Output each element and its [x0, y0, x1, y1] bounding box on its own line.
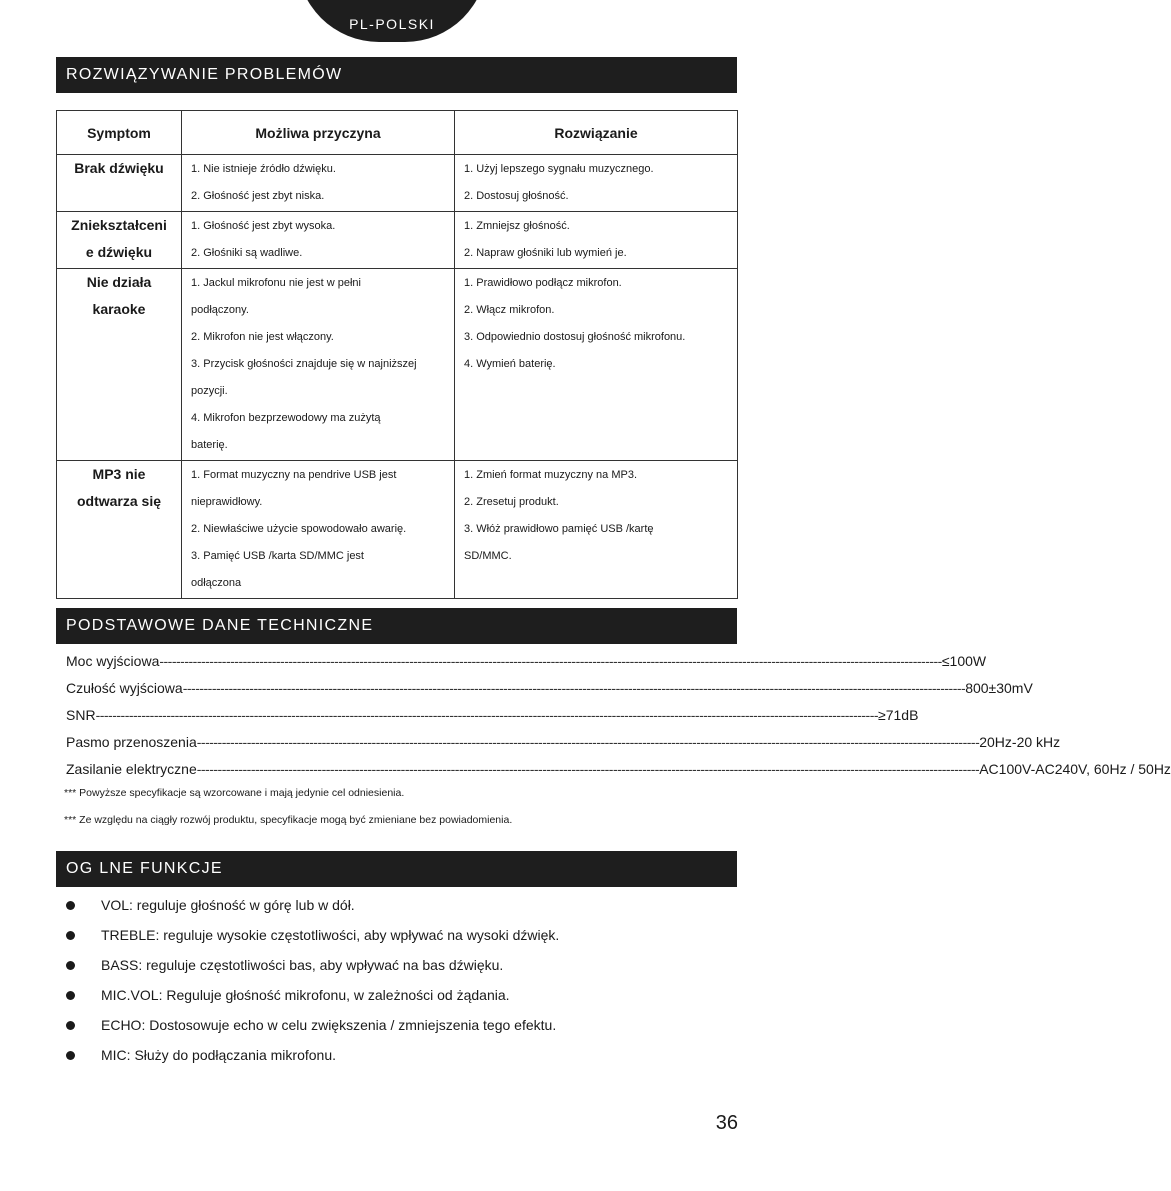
cause-line: 3. Pamięć USB /karta SD/MMC jest [191, 550, 364, 562]
list-item [66, 890, 726, 920]
spec-value: ≥71dB [878, 707, 919, 723]
cause-line: 2. Głośniki są wadliwe. [191, 247, 303, 259]
function-text: MIC: Służy do podłączania mikrofonu. [101, 1047, 336, 1063]
function-text: VOL: reguluje głośność w górę lub w dół. [101, 897, 355, 913]
spec-note: *** Ze względu na ciągły rozwój produktu, specyfikacje mogą być zmieniane bez powiadomienia. [64, 814, 513, 826]
list-item [66, 1010, 726, 1040]
spec-value: 20Hz-20 kHz [979, 734, 1061, 750]
spec-leader: -------------------------------------------------------------------------------------------------------------------------------------------------------------------------------------------- [95, 707, 879, 723]
solution-line: 2. Włącz mikrofon. [464, 304, 555, 316]
list-item [66, 1040, 726, 1070]
solution-cell [455, 212, 738, 269]
section-header-functions: OG LNE FUNKCJE [56, 851, 737, 887]
spec-row-power-supply [66, 756, 1171, 783]
table-row [57, 269, 738, 461]
section-header-specs: PODSTAWOWE DANE TECHNICZNE [56, 608, 737, 644]
spec-label: Moc wyjściowa [66, 653, 160, 669]
spec-row-snr [66, 702, 919, 729]
cause-line: baterię. [191, 439, 228, 451]
solution-line: 1. Prawidłowo podłącz mikrofon. [464, 277, 622, 289]
cause-line: odłączona [191, 577, 242, 589]
cause-line: 1. Głośność jest zbyt wysoka. [191, 220, 336, 232]
solution-line: 2. Dostosuj głośność. [464, 190, 569, 202]
solution-line: 3. Włóż prawidłowo pamięć USB /kartę [464, 523, 654, 535]
section-header-troubleshooting: ROZWIĄZYWANIE PROBLEMÓW [56, 57, 737, 93]
solution-line: SD/MMC. [464, 550, 512, 562]
spec-label: Pasmo przenoszenia [66, 734, 197, 750]
table-header-solution: Rozwiązanie [455, 111, 738, 155]
function-text: ECHO: Dostosowuje echo w celu zwiększenia / zmniejszenia tego efektu. [101, 1017, 557, 1033]
symptom-cell [57, 155, 182, 212]
list-item [66, 920, 726, 950]
symptom-text: odtwarza się [76, 493, 162, 509]
spec-label: SNR [66, 707, 96, 723]
symptom-cell [57, 461, 182, 599]
function-text: MIC.VOL: Reguluje głośność mikrofonu, w zależności od żądania. [101, 987, 510, 1003]
spec-row-output-power [66, 648, 987, 675]
cause-line: 1. Jackul mikrofonu nie jest w pełni [191, 277, 361, 289]
language-tab-label: PL-POLSKI [349, 16, 435, 32]
spec-value: ≤100W [941, 653, 987, 669]
spec-leader: -------------------------------------------------------------------------------------------------------------------------------------------------------------------------------------------- [196, 761, 980, 777]
solution-line: 2. Zresetuj produkt. [464, 496, 559, 508]
spec-leader: -------------------------------------------------------------------------------------------------------------------------------------------------------------------------------------------- [196, 734, 980, 750]
bullet-icon [66, 961, 75, 970]
spec-label: Zasilanie elektryczne [66, 761, 197, 777]
troubleshooting-table [56, 110, 738, 599]
table-row [57, 212, 738, 269]
bullet-icon [66, 991, 75, 1000]
table-row [57, 155, 738, 212]
table-header-row [57, 111, 738, 155]
language-tab [297, 0, 487, 42]
table-header-symptom: Symptom [57, 111, 182, 155]
solution-line: 4. Wymień baterię. [464, 358, 556, 370]
symptom-text: Brak dźwięku [74, 160, 164, 176]
spec-label: Czułość wyjściowa [66, 680, 183, 696]
function-text: TREBLE: reguluje wysokie częstotliwości, aby wpływać na wysoki dźwięk. [101, 927, 560, 943]
spec-value: AC100V-AC240V, 60Hz / 50Hz [979, 761, 1171, 777]
table-header-cause: Możliwa przyczyna [182, 111, 455, 155]
function-text: BASS: reguluje częstotliwości bas, aby wpływać na bas dźwięku. [101, 957, 504, 973]
table-row [57, 461, 738, 599]
spec-leader: -------------------------------------------------------------------------------------------------------------------------------------------------------------------------------------------- [182, 680, 966, 696]
cause-cell [182, 212, 455, 269]
cause-line: 1. Nie istnieje źródło dźwięku. [191, 163, 336, 175]
solution-line: 2. Napraw głośniki lub wymień je. [464, 247, 627, 259]
cause-line: 4. Mikrofon bezprzewodowy ma zużytą [191, 412, 381, 424]
cause-cell [182, 269, 455, 461]
spec-row-frequency-response [66, 729, 1061, 756]
spec-leader: -------------------------------------------------------------------------------------------------------------------------------------------------------------------------------------------- [159, 653, 942, 669]
cause-line: podłączony. [191, 304, 249, 316]
solution-line: 3. Odpowiednio dostosuj głośność mikrofonu. [464, 331, 686, 343]
solution-line: 1. Użyj lepszego sygnału muzycznego. [464, 163, 654, 175]
cause-line: pozycji. [191, 385, 228, 397]
specs-list [66, 648, 1171, 783]
cause-line: 2. Głośność jest zbyt niska. [191, 190, 325, 202]
bullet-icon [66, 931, 75, 940]
spec-value: 800±30mV [965, 680, 1033, 696]
symptom-cell [57, 269, 182, 461]
cause-cell [182, 155, 455, 212]
solution-cell [455, 155, 738, 212]
symptom-text: Zniekształceni [71, 217, 167, 233]
symptom-text: MP3 nie [92, 466, 146, 482]
cause-line: 2. Mikrofon nie jest włączony. [191, 331, 334, 343]
symptom-text: Nie działa [86, 274, 152, 290]
bullet-icon [66, 1051, 75, 1060]
solution-cell [455, 461, 738, 599]
symptom-text: e dźwięku [85, 244, 153, 260]
cause-line: 1. Format muzyczny na pendrive USB jest [191, 469, 397, 481]
list-item [66, 980, 726, 1010]
functions-list [66, 890, 726, 1070]
bullet-icon [66, 901, 75, 910]
spec-note: *** Powyższe specyfikacje są wzorcowane i mają jedynie cel odniesienia. [64, 787, 405, 799]
cause-line: 2. Niewłaściwe użycie spowodowało awarię. [191, 523, 407, 535]
symptom-text: karaoke [92, 301, 146, 317]
bullet-icon [66, 1021, 75, 1030]
solution-cell [455, 269, 738, 461]
spec-row-sensitivity [66, 675, 1033, 702]
cause-line: 3. Przycisk głośności znajduje się w najniższej [191, 358, 417, 370]
cause-cell [182, 461, 455, 599]
cause-line: nieprawidłowy. [191, 496, 263, 508]
solution-line: 1. Zmniejsz głośność. [464, 220, 570, 232]
page-number: 36 [715, 1112, 738, 1134]
symptom-cell [57, 212, 182, 269]
list-item [66, 950, 726, 980]
solution-line: 1. Zmień format muzyczny na MP3. [464, 469, 637, 481]
